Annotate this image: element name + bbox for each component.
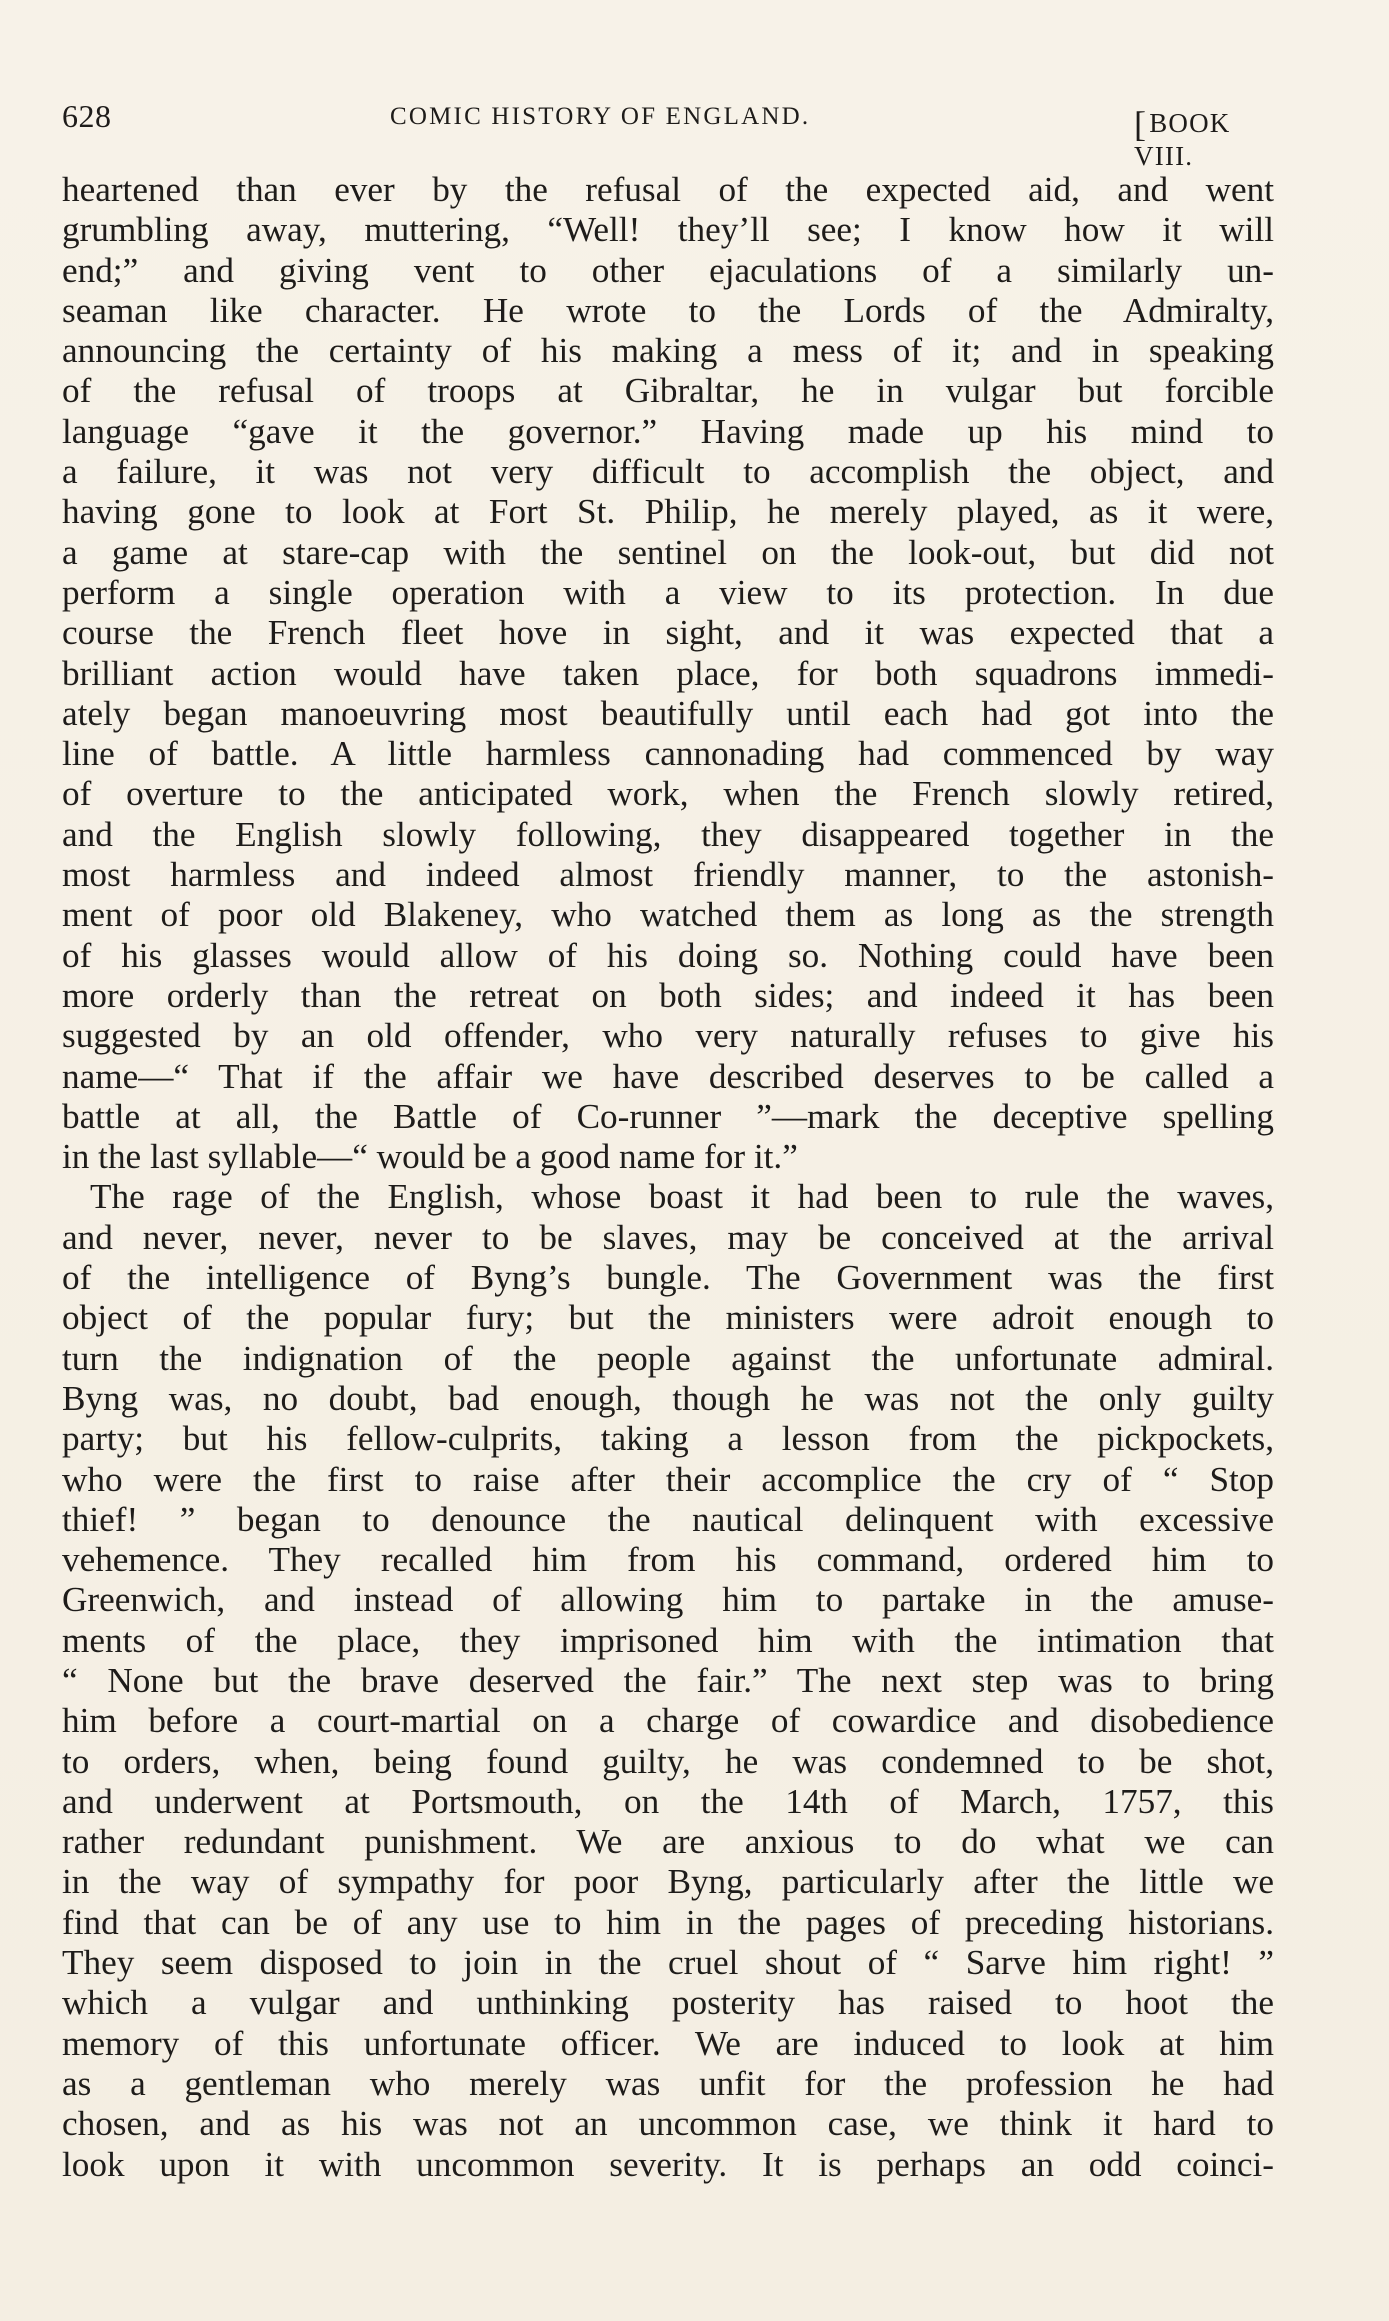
text-line: of overture to the anticipated work, when the French slowly retired, <box>62 774 1274 814</box>
text-line: suggested by an old offender, who very naturally refuses to give his <box>62 1016 1274 1056</box>
body-text <box>62 170 1274 2185</box>
text-line: ment of poor old Blakeney, who watched them as long as the strength <box>62 895 1274 935</box>
text-line: They seem disposed to join in the cruel shout of “ Sarve him right! ” <box>62 1943 1274 1983</box>
text-line: end;” and giving vent to other ejaculations of a similarly un- <box>62 250 1274 290</box>
text-line: of the intelligence of Byng’s bungle. The Government was the first <box>62 1258 1274 1298</box>
text-line: name—“ That if the affair we have described deserves to be called a <box>62 1056 1274 1096</box>
text-line: seaman like character. He wrote to the Lords of the Admiralty, <box>62 290 1274 330</box>
text-line: Byng was, no doubt, bad enough, though he was not the only guilty <box>62 1378 1274 1418</box>
text-line: memory of this unfortunate officer. We are induced to look at him <box>62 2023 1274 2063</box>
text-line: ately began manoeuvring most beautifully until each had got into the <box>62 693 1274 733</box>
text-line: vehemence. They recalled him from his command, ordered him to <box>62 1540 1274 1580</box>
text-line: language “gave it the governor.” Having made up his mind to <box>62 411 1274 451</box>
text-line: rather redundant punishment. We are anxious to do what we can <box>62 1822 1274 1862</box>
text-line: of his glasses would allow of his doing so. Nothing could have been <box>62 935 1274 975</box>
text-line: brilliant action would have taken place, for both squadrons immedi- <box>62 653 1274 693</box>
text-line: announcing the certainty of his making a mess of it; and in speaking <box>62 331 1274 371</box>
text-line: which a vulgar and unthinking posterity has raised to hoot the <box>62 1983 1274 2023</box>
text-line: most harmless and indeed almost friendly manner, to the astonish- <box>62 855 1274 895</box>
text-line: ments of the place, they imprisoned him with the intimation that <box>62 1620 1274 1660</box>
text-line: and underwent at Portsmouth, on the 14th of March, 1757, this <box>62 1781 1274 1821</box>
text-line: in the last syllable—“ would be a good name for it.” <box>62 1137 798 1177</box>
text-line: thief! ” began to denounce the nautical delinquent with excessive <box>62 1499 1274 1539</box>
page-header <box>62 98 1278 171</box>
book-label-bracket: [ <box>1134 104 1148 144</box>
book-label-text: BOOK VIII. <box>1134 108 1231 171</box>
text-line: chosen, and as his was not an uncommon case, we think it hard to <box>62 2104 1274 2144</box>
text-line: who were the first to raise after their accomplice the cry of “ Stop <box>62 1459 1274 1499</box>
text-line: line of battle. A little harmless cannonading had commenced by way <box>62 734 1274 774</box>
text-line: object of the popular fury; but the ministers were adroit enough to <box>62 1298 1274 1338</box>
text-line: in the way of sympathy for poor Byng, particularly after the little we <box>62 1862 1274 1902</box>
page-number: 628 <box>62 98 112 134</box>
text-line: a failure, it was not very difficult to accomplish the object, and <box>62 452 1274 492</box>
text-line: to orders, when, being found guilty, he was condemned to be shot, <box>62 1741 1274 1781</box>
text-line: a game at stare-cap with the sentinel on the look-out, but did not <box>62 532 1274 572</box>
running-title: COMIC HISTORY OF ENGLAND. <box>390 103 811 130</box>
text-line: grumbling away, muttering, “Well! they’ll see; I know how it will <box>62 210 1274 250</box>
text-line: The rage of the English, whose boast it had been to rule the waves, <box>90 1177 1274 1217</box>
text-line: heartened than ever by the refusal of the expected aid, and went <box>62 170 1274 209</box>
text-line: Greenwich, and instead of allowing him to partake in the amuse- <box>62 1580 1274 1620</box>
text-line: “ None but the brave deserved the fair.” The next step was to bring <box>62 1660 1274 1700</box>
text-line: of the refusal of troops at Gibraltar, he in vulgar but forcible <box>62 371 1274 411</box>
text-line: him before a court-martial on a charge of cowardice and disobedience <box>62 1701 1274 1741</box>
text-line: perform a single operation with a view to its protection. In due <box>62 572 1274 612</box>
text-line: and never, never, never to be slaves, may be conceived at the arrival <box>62 1217 1274 1257</box>
text-line: and the English slowly following, they disappeared together in the <box>62 814 1274 854</box>
text-line: find that can be of any use to him in the pages of preceding historians. <box>62 1902 1274 1942</box>
text-line: as a gentleman who merely was unfit for the profession he had <box>62 2063 1274 2103</box>
text-line: course the French fleet hove in sight, and it was expected that a <box>62 613 1274 653</box>
text-line: battle at all, the Battle of Co-runner ”—mark the deceptive spelling <box>62 1096 1274 1136</box>
text-line: look upon it with uncommon severity. It is perhaps an odd coinci- <box>62 2144 1274 2184</box>
text-line: party; but his fellow-culprits, taking a lesson from the pickpockets, <box>62 1419 1274 1459</box>
text-line: turn the indignation of the people against the unfortunate admiral. <box>62 1338 1274 1378</box>
book-label <box>1134 99 1278 172</box>
text-line: having gone to look at Fort St. Philip, he merely played, as it were, <box>62 492 1274 532</box>
text-line: more orderly than the retreat on both sides; and indeed it has been <box>62 975 1274 1015</box>
